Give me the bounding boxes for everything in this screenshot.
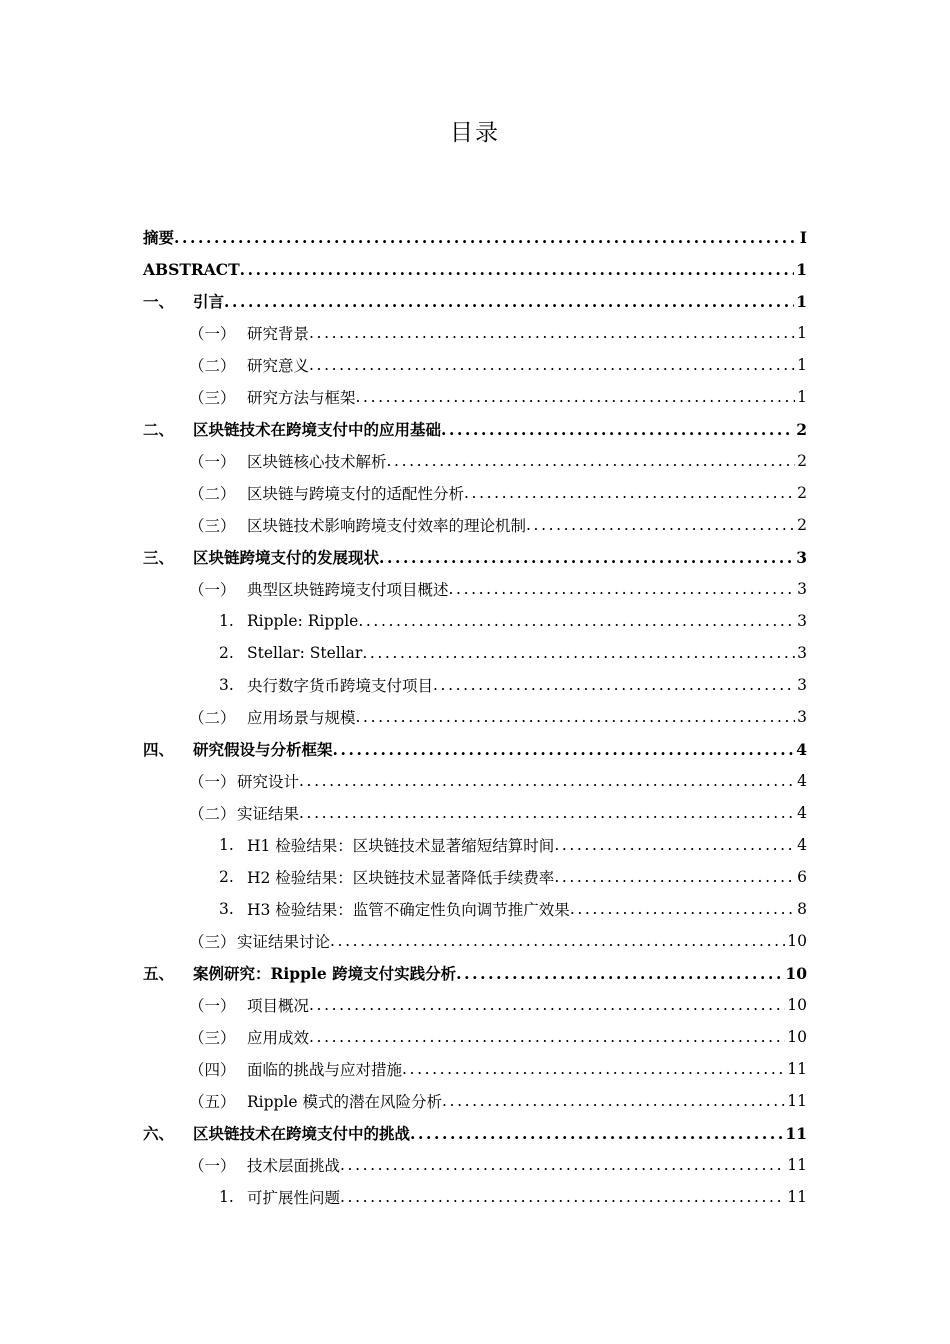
toc-entry-number: （三）	[189, 517, 236, 535]
toc-entry[interactable]	[143, 541, 807, 573]
toc-entry-number: 2.	[219, 868, 234, 886]
toc-leader-dots	[362, 644, 795, 662]
toc-entry-page: 11	[787, 1188, 807, 1206]
toc-entry-page: 2	[797, 452, 807, 470]
toc-leader-dots	[464, 484, 795, 502]
toc-entry[interactable]	[143, 221, 807, 253]
toc-entry-number: 1.	[219, 836, 234, 854]
toc-entry-label: Ripple 模式的潜在风险分析	[247, 1093, 443, 1111]
toc-leader-dots	[356, 708, 796, 726]
toc-leader-dots	[340, 1156, 785, 1174]
toc-entry[interactable]	[143, 829, 807, 861]
toc-entry-label: 引言	[193, 292, 225, 311]
toc-entry-number: （四）	[189, 1061, 236, 1079]
toc-entry-page: 11	[787, 1092, 807, 1110]
toc-leader-dots	[358, 612, 795, 630]
toc-entry-page: 1	[797, 356, 807, 374]
toc-entry-label: 典型区块链跨境支付项目概述	[247, 581, 449, 599]
toc-leader-dots	[441, 420, 794, 439]
toc-entry-page: 1	[797, 388, 807, 406]
toc-entry-page: 3	[797, 676, 807, 694]
toc-entry-label: 研究假设与分析框架	[193, 740, 333, 759]
toc-entry[interactable]	[143, 861, 807, 893]
toc-entry[interactable]	[143, 765, 807, 797]
toc-entry[interactable]	[143, 925, 807, 957]
toc-entry-label: 应用场景与规模	[247, 709, 356, 727]
toc-entry-label: 区块链跨境支付的发展现状	[193, 548, 380, 567]
toc-entry-page: 4	[797, 772, 807, 790]
toc-entry-number: 2.	[219, 644, 234, 662]
toc-entry-number: 三、	[143, 548, 175, 567]
toc-entry-page: 10	[787, 932, 807, 950]
toc-entry-label: 研究设计	[237, 773, 300, 791]
toc-leader-dots	[309, 324, 795, 342]
toc-entry-label: 应用成效	[247, 1029, 310, 1047]
toc-entry-page: 10	[787, 1028, 807, 1046]
toc-entry-page: 10	[787, 996, 807, 1014]
toc-entry-number: （五）	[189, 1093, 236, 1111]
toc-entry-number: 3.	[219, 900, 234, 918]
toc-entry-number: （三）	[189, 389, 236, 407]
toc-leader-dots	[456, 964, 783, 983]
toc-leader-dots	[340, 1188, 785, 1206]
toc-entry[interactable]	[143, 381, 807, 413]
toc-leader-dots	[356, 388, 796, 406]
toc-leader-dots	[442, 1092, 785, 1110]
toc-entry-number: 五、	[143, 964, 175, 983]
toc-entry-page: 11	[787, 1060, 807, 1078]
toc-entry[interactable]	[143, 957, 807, 989]
toc-entry-number: 六、	[143, 1124, 175, 1143]
toc-entry-number: 3.	[219, 676, 234, 694]
toc-entry-label: 技术层面挑战	[247, 1157, 341, 1175]
toc-leader-dots	[240, 260, 795, 279]
toc-entry-label: 面临的挑战与应对措施	[247, 1061, 403, 1079]
toc-entry-number: 二、	[143, 420, 175, 439]
toc-entry[interactable]	[143, 477, 807, 509]
toc-leader-dots	[224, 292, 794, 311]
toc-entry[interactable]	[143, 1053, 807, 1085]
toc-entry[interactable]	[143, 317, 807, 349]
toc-leader-dots	[299, 772, 795, 790]
toc-leader-dots	[570, 900, 795, 918]
toc-entry-label: ABSTRACT	[143, 259, 240, 279]
toc-leader-dots	[387, 452, 796, 470]
toc-entry[interactable]	[143, 349, 807, 381]
toc-entry-page: 8	[797, 900, 807, 918]
toc-leader-dots	[526, 516, 795, 534]
toc-entry[interactable]	[143, 253, 807, 285]
toc-entry-page: 3	[797, 644, 807, 662]
toc-entry-page: 11	[785, 1123, 807, 1143]
toc-entry-number: （三）	[189, 1029, 236, 1047]
toc-entry[interactable]	[143, 1021, 807, 1053]
toc-entry[interactable]	[143, 509, 807, 541]
toc-leader-dots	[554, 868, 795, 886]
toc-entry-number: （一）	[189, 1157, 236, 1175]
toc-entry-label: 区块链技术影响跨境支付效率的理论机制	[247, 517, 527, 535]
toc-entry[interactable]	[143, 893, 807, 925]
toc-entry[interactable]	[143, 1149, 807, 1181]
toc-entry-label: 摘要	[143, 228, 175, 247]
toc-leader-dots	[309, 1028, 785, 1046]
toc-entry[interactable]	[143, 1085, 807, 1117]
toc-entry-page: 2	[797, 484, 807, 502]
toc-entry-label: H2 检验结果：区块链技术显著降低手续费率	[247, 869, 555, 887]
toc-leader-dots	[309, 356, 795, 374]
toc-leader-dots	[402, 1060, 785, 1078]
toc-title: 目录	[450, 120, 500, 146]
toc-entry-page: 4	[796, 739, 807, 759]
toc-entry-page: 3	[797, 580, 807, 598]
toc-leader-dots	[379, 548, 794, 567]
toc-entry[interactable]	[143, 701, 807, 733]
toc-entry-label: 研究背景	[247, 325, 310, 343]
toc-entry-label: H3 检验结果：监管不确定性负向调节推广效果	[247, 901, 570, 919]
toc-entry-page: 10	[785, 963, 807, 983]
toc-entry-label: 区块链核心技术解析	[247, 453, 387, 471]
toc-entry-page: 11	[787, 1156, 807, 1174]
toc-leader-dots	[333, 740, 795, 759]
toc-entry-page: 4	[797, 804, 807, 822]
toc-entry-label: 央行数字货币跨境支付项目	[247, 677, 434, 695]
toc-entry-number: （一）	[189, 325, 236, 343]
toc-entry-label: 区块链与跨境支付的适配性分析	[247, 485, 465, 503]
toc-entry-label: Stellar: Stellar	[247, 644, 363, 662]
toc-entry-page: I	[799, 227, 807, 247]
toc-entry-label: 实证结果讨论	[237, 933, 331, 951]
toc-entry-label: 研究方法与框架	[247, 389, 356, 407]
toc-entry-label: 区块链技术在跨境支付中的应用基础	[193, 420, 442, 439]
toc-entry[interactable]	[143, 1117, 807, 1149]
toc-entry-number: （二）	[189, 805, 236, 823]
toc-leader-dots	[554, 836, 795, 854]
toc-entry-number: （二）	[189, 709, 236, 727]
toc-entry-page: 3	[796, 547, 807, 567]
toc-entry-number: （一）	[189, 997, 236, 1015]
toc-entry-number: 1.	[219, 1188, 234, 1206]
toc-entry[interactable]	[143, 605, 807, 637]
toc-entry-page: 4	[797, 836, 807, 854]
toc-entry-number: （二）	[189, 357, 236, 375]
toc-entry-label: H1 检验结果：区块链技术显著缩短结算时间	[247, 837, 555, 855]
toc-entry-number: （三）	[189, 933, 236, 951]
toc-entry-number: 四、	[143, 740, 175, 759]
toc-leader-dots	[449, 580, 796, 598]
toc-entry-number: 一、	[143, 292, 175, 311]
toc-entry-label: 项目概况	[247, 997, 310, 1015]
toc-entry-number: （一）	[189, 581, 236, 599]
toc-entry-label: 区块链技术在跨境支付中的挑战	[193, 1124, 411, 1143]
toc-leader-dots	[299, 804, 795, 822]
toc-entry-page: 1	[796, 291, 807, 311]
toc-entry-page: 3	[797, 612, 807, 630]
toc-entry[interactable]	[143, 989, 807, 1021]
toc-entry-page: 6	[797, 868, 807, 886]
toc-entry-label: 实证结果	[237, 805, 300, 823]
toc-entry-number: 1.	[219, 612, 234, 630]
toc-entry-number: （一）	[189, 453, 236, 471]
toc-entry-page: 1	[796, 259, 807, 279]
toc-entry-label: Ripple: Ripple	[247, 612, 359, 630]
toc-entry-page: 3	[797, 708, 807, 726]
toc-leader-dots	[174, 228, 798, 247]
toc-leader-dots	[410, 1124, 783, 1143]
toc-entry-label: 研究意义	[247, 357, 310, 375]
toc-entry[interactable]	[143, 445, 807, 477]
toc-entry[interactable]	[143, 733, 807, 765]
toc-entry-page: 1	[797, 324, 807, 342]
toc-entry-page: 2	[797, 516, 807, 534]
toc-leader-dots	[330, 932, 785, 950]
toc-leader-dots	[433, 676, 795, 694]
toc-entry-label: 可扩展性问题	[247, 1189, 341, 1207]
toc-entry-number: （二）	[189, 485, 236, 503]
toc-entry[interactable]	[143, 573, 807, 605]
toc-entry[interactable]	[143, 1181, 807, 1213]
toc-entry[interactable]	[143, 637, 807, 669]
table-of-contents	[143, 221, 807, 1213]
toc-entry[interactable]	[143, 413, 807, 445]
toc-leader-dots	[309, 996, 785, 1014]
toc-entry[interactable]	[143, 797, 807, 829]
toc-entry-label: 案例研究：Ripple 跨境支付实践分析	[193, 964, 457, 983]
toc-entry[interactable]	[143, 669, 807, 701]
toc-entry-number: （一）	[189, 773, 236, 791]
toc-entry-page: 2	[796, 419, 807, 439]
toc-entry[interactable]	[143, 285, 807, 317]
